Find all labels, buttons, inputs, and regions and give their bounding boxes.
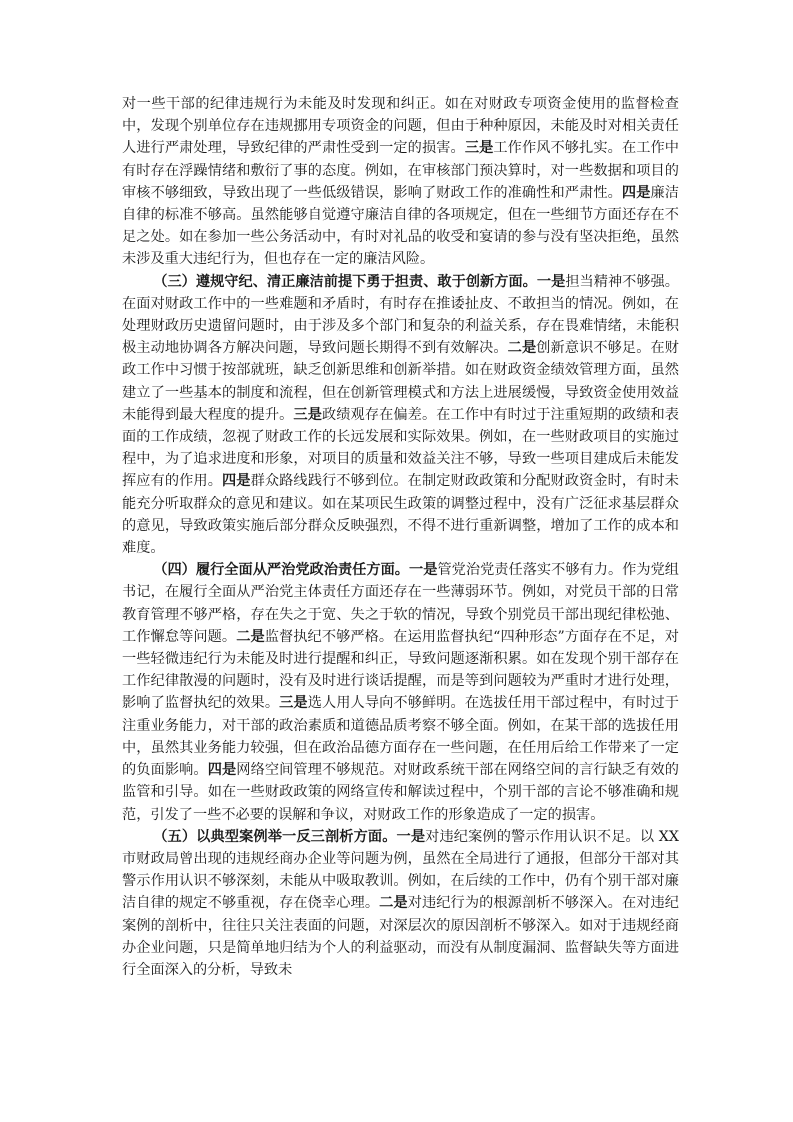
point-label-two: 二是 [379,895,408,912]
paragraph-3-run-8: 网络空间管理不够规范。对财政系统干部在网络空间的言行缺乏有效的监管和引导。如在一些财政政策的网络宣传和解读过程中，个别干部的言论不够准确和规范，引发了一些不必要的误解和争议，对财政工作的形象造成了一定的损害。 [122,762,679,823]
paragraph-4-run-2: 对违纪案例的警示作用认识不足。以 XX 市财政局曾出现的违规经商办企业等问题为例，虽然在全局进行了通报，但部分干部对其警示作用认识不够深刻，未能从中吸取教训。例如，在后续的工作中，仍有个别干部对廉洁自律的规定不够重视，存在侥幸心理。 [122,828,679,912]
paragraph-2-run-8: 群众路线践行不够到位。在制定财政政策和分配财政资金时，有时未能充分听取群众的意见和建议。如在某项民生政策的调整过程中，没有广泛征求基层群众的意见，导致政策实施后部分群众反映强烈，不得不进行重新调整，增加了工作的成本和难度。 [122,473,679,557]
paragraph-1-run-5: 廉洁自律的标准不够高。虽然能够自觉遵守廉洁自律的各项规定，但在一些细节方面还存在不足之处。如在参加一些公务活动中，有时对礼品的收受和宴请的参与没有坚决拒绝，虽然未涉及重大违纪行为，但也存在一定的廉洁风险。 [122,184,679,268]
paragraph-2-run-6: 政绩观存在偏差。在工作中有时过于注重短期的政绩和表面的工作成绩，忽视了财政工作的长远发展和实际效果。例如，在一些财政项目的实施过程中，为了追求进度和形象，对项目的质量和效益关注不够，导致一些项目建成后未能发挥应有的作用。 [122,406,679,490]
paragraph-discipline-continued [122,93,679,271]
paragraph-section-five [122,826,679,981]
paragraph-3-run-6: 选人用人导向不够鲜明。在选拔任用干部过程中，有时过于注重业务能力，对干部的政治素质和道德品质考察不够全面。例如，在某干部的选拔任用中，虽然其业务能力较强，但在政治品德方面存在一些问题，在任用后给工作带来了一定的负面影响。 [122,695,679,779]
point-label-two: 二是 [236,628,265,645]
paragraph-4-run-4: 对违纪行为的根源剖析不够深入。在对违纪案例的剖析中，往往只关注表面的问题，对深层次的原因剖析不够深入。如对于违规经商办企业问题，只是简单地归结为个人的利益驱动，而没有从制度漏洞、监督缺失等方面进行全面深入的分析，导致未 [122,895,679,978]
paragraph-1-run-3: 工作作风不够扎实。在工作中有时存在浮躁情绪和敷衍了事的态度。例如，在审核部门预决算时，对一些数据和项目的审核不够细致，导致出现了一些低级错误，影响了财政工作的准确性和严肃性。 [122,140,679,201]
point-label-three: 三是 [279,695,308,712]
section-five-heading: （五）以典型案例举一反三剖析方面。一是 [153,828,426,845]
paragraph-1-run-1: 对一些干部的纪律违规行为未能及时发现和纠正。如在对财政专项资金使用的监督检查中，发现个别单位存在违规挪用专项资金的问题，但由于种种原因，未能及时对相关责任人进行严肃处理，导致纪律的严肃性受到一定的损害。 [122,96,679,157]
point-label-four: 四是 [221,473,251,490]
point-label-three: 三是 [464,140,494,157]
paragraph-2-run-2: 担当精神不够强。在面对财政工作中的一些难题和矛盾时，有时存在推诿扯皮、不敢担当的情况。例如，在处理财政历史遗留问题时，由于涉及多个部门和复杂的利益关系，存在畏难情绪，未能积极主动地协调各方解决问题，导致问题长期得不到有效解决。 [122,273,679,357]
point-label-four: 四是 [621,184,651,201]
section-four-heading: （四）履行全面从严治党政治责任方面。一是 [153,562,438,579]
document-body [122,93,679,981]
point-label-three: 三是 [293,406,322,423]
paragraph-3-run-2: 管党治党责任落实不够有力。作为党组书记，在履行全面从严治党主体责任方面还存在一些薄弱环节。例如，对党员干部的日常教育管理不够严格，存在失之于宽、失之于软的情况，导致个别党员干部出现纪律松弛、工作懈怠等问题。 [122,562,679,645]
paragraph-section-four [122,559,679,825]
section-three-heading: （三）遵规守纪、清正廉洁前提下勇于担责、敢于创新方面。一是 [153,273,566,290]
point-label-two: 二是 [507,340,537,357]
paragraph-2-run-4: 创新意识不够足。在财政工作中习惯于按部就班，缺乏创新思维和创新举措。如在财政资金绩效管理方面，虽然建立了一些基本的制度和流程，但在创新管理模式和方法上进展缓慢，导致资金使用效益未能得到最大程度的提升。 [122,340,679,423]
paragraph-3-run-4: 监督执纪不够严格。在运用监督执纪“四种形态”方面存在不足，对一些轻微违纪行为未能及时进行提醒和纠正，导致问题逐渐积累。如在发现个别干部存在工作纪律散漫的问题时，没有及时进行谈话提醒，而是等到问题较为严重时才进行处理，影响了监督执纪的效果。 [122,628,679,712]
point-label-four: 四是 [207,762,237,779]
paragraph-section-three [122,271,679,560]
